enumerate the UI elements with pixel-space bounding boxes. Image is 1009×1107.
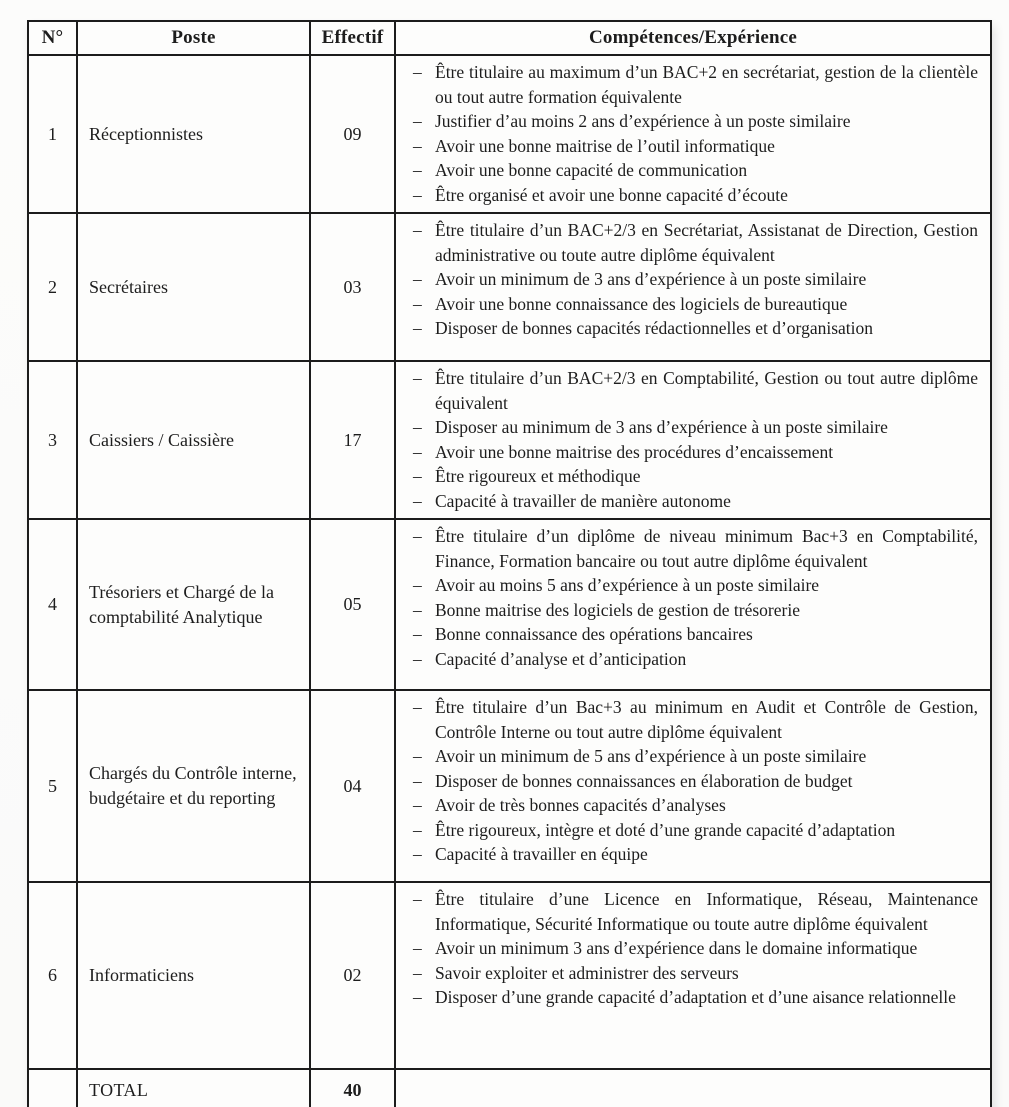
competences-cell <box>395 690 991 882</box>
competence-item: – Avoir au moins 5 ans d’expérience à un poste similaire <box>408 573 978 598</box>
competences-cell <box>395 882 991 1069</box>
competences-list <box>408 695 978 867</box>
competence-item: – Savoir exploiter et administrer des serveurs <box>408 961 978 986</box>
poste-cell: Réceptionnistes <box>77 55 310 213</box>
table-row <box>28 361 991 519</box>
competences-list <box>408 60 978 207</box>
competence-item: – Capacité d’analyse et d’anticipation <box>408 647 978 672</box>
competence-item: – Disposer de bonnes capacités rédactionnelles et d’organisation <box>408 316 978 341</box>
competence-item: – Avoir une bonne maitrise de l’outil informatique <box>408 134 978 159</box>
col-header-poste: Poste <box>77 21 310 55</box>
effectif-cell: 02 <box>310 882 395 1069</box>
competence-item: – Avoir un minimum de 5 ans d’expérience à un poste similaire <box>408 744 978 769</box>
competence-item: – Capacité à travailler de manière autonome <box>408 489 978 514</box>
row-number: 6 <box>28 882 77 1069</box>
effectif-cell: 04 <box>310 690 395 882</box>
competences-list <box>408 218 978 341</box>
competences-cell <box>395 213 991 361</box>
competence-item: – Disposer au minimum de 3 ans d’expérience à un poste similaire <box>408 415 978 440</box>
competence-item: – Bonne connaissance des opérations bancaires <box>408 622 978 647</box>
row-number: 4 <box>28 519 77 690</box>
total-value: 40 <box>310 1069 395 1107</box>
row-number: 5 <box>28 690 77 882</box>
competence-item: – Capacité à travailler en équipe <box>408 842 978 867</box>
competence-item: – Être titulaire d’un diplôme de niveau minimum Bac+3 en Comptabilité, Finance, Formation bancaire ou tout autre diplôme équivalent <box>408 524 978 573</box>
competence-item: – Avoir un minimum 3 ans d’expérience dans le domaine informatique <box>408 936 978 961</box>
poste-cell: Chargés du Contrôle interne, budgétaire et du reporting <box>77 690 310 882</box>
competence-item: – Être titulaire au maximum d’un BAC+2 en secrétariat, gestion de la clientèle ou tout autre formation équivalente <box>408 60 978 109</box>
table-row <box>28 55 991 213</box>
competence-item: – Être titulaire d’un Bac+3 au minimum en Audit et Contrôle de Gestion, Contrôle Interne ou tout autre diplôme équivalent <box>408 695 978 744</box>
competence-item: – Disposer de bonnes connaissances en élaboration de budget <box>408 769 978 794</box>
poste-cell: Secrétaires <box>77 213 310 361</box>
total-label: TOTAL <box>77 1069 310 1107</box>
competence-item: – Disposer d’une grande capacité d’adaptation et d’une aisance relationnelle <box>408 985 978 1010</box>
competences-list <box>408 887 978 1010</box>
competence-item: – Être titulaire d’un BAC+2/3 en Comptabilité, Gestion ou tout autre diplôme équivalent <box>408 366 978 415</box>
table-row <box>28 882 991 1069</box>
col-header-competences: Compétences/Expérience <box>395 21 991 55</box>
table-row <box>28 213 991 361</box>
poste-cell: Trésoriers et Chargé de la comptabilité Analytique <box>77 519 310 690</box>
table-row <box>28 690 991 882</box>
row-number: 3 <box>28 361 77 519</box>
competences-list <box>408 524 978 671</box>
effectif-cell: 03 <box>310 213 395 361</box>
competences-cell <box>395 361 991 519</box>
competence-item: – Justifier d’au moins 2 ans d’expérience à un poste similaire <box>408 109 978 134</box>
effectif-cell: 17 <box>310 361 395 519</box>
row-number: 1 <box>28 55 77 213</box>
competences-list <box>408 366 978 513</box>
col-header-num: N° <box>28 21 77 55</box>
competence-item: – Avoir de très bonnes capacités d’analyses <box>408 793 978 818</box>
table-row <box>28 519 991 690</box>
competence-item: – Être rigoureux et méthodique <box>408 464 978 489</box>
competence-item: – Bonne maitrise des logiciels de gestion de trésorerie <box>408 598 978 623</box>
table-header-row <box>28 21 991 55</box>
total-empty-competences-cell <box>395 1069 991 1107</box>
competence-item: – Être titulaire d’une Licence en Informatique, Réseau, Maintenance Informatique, Sécurité Informatique ou toute autre diplôme équivalent <box>408 887 978 936</box>
competence-item: – Avoir une bonne maitrise des procédures d’encaissement <box>408 440 978 465</box>
competence-item: – Avoir un minimum de 3 ans d’expérience à un poste similaire <box>408 267 978 292</box>
competences-cell <box>395 55 991 213</box>
competence-item: – Avoir une bonne capacité de communication <box>408 158 978 183</box>
competences-cell <box>395 519 991 690</box>
recruitment-table <box>27 20 992 1107</box>
poste-cell: Informaticiens <box>77 882 310 1069</box>
total-empty-num-cell <box>28 1069 77 1107</box>
total-row <box>28 1069 991 1107</box>
row-number: 2 <box>28 213 77 361</box>
col-header-effectif: Effectif <box>310 21 395 55</box>
competence-item: – Être organisé et avoir une bonne capacité d’écoute <box>408 183 978 208</box>
effectif-cell: 09 <box>310 55 395 213</box>
competence-item: – Être rigoureux, intègre et doté d’une grande capacité d’adaptation <box>408 818 978 843</box>
effectif-cell: 05 <box>310 519 395 690</box>
poste-cell: Caissiers / Caissière <box>77 361 310 519</box>
competence-item: – Être titulaire d’un BAC+2/3 en Secrétariat, Assistanat de Direction, Gestion administrative ou toute autre diplôme équivalent <box>408 218 978 267</box>
competence-item: – Avoir une bonne connaissance des logiciels de bureautique <box>408 292 978 317</box>
